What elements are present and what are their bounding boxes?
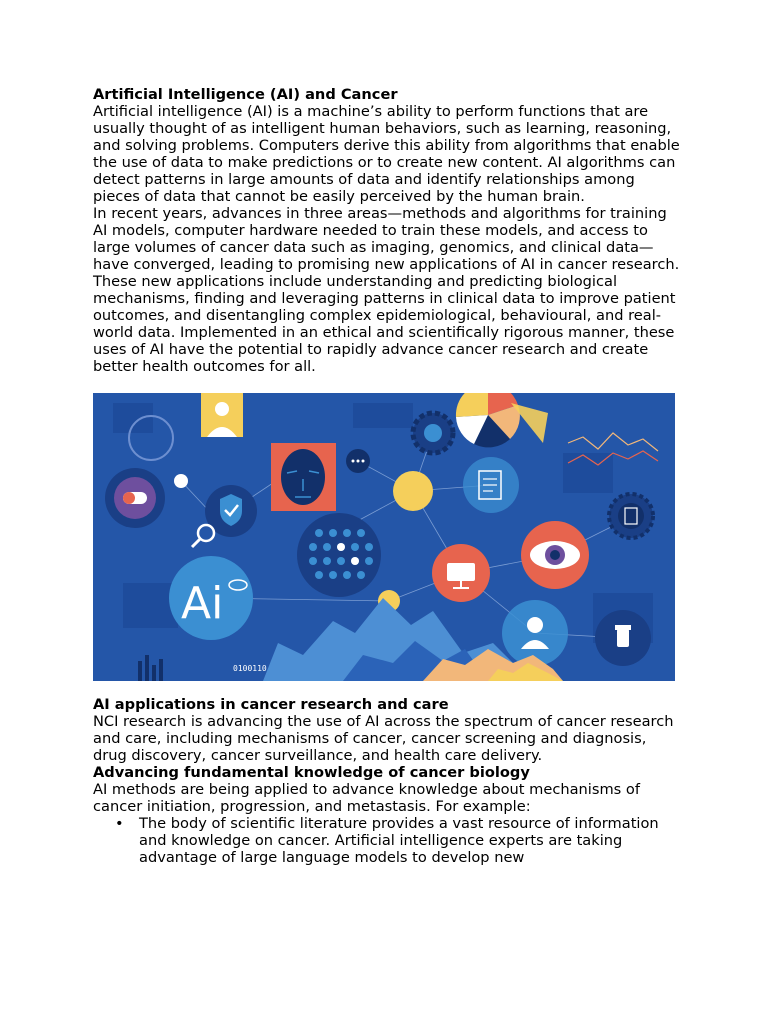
ai-badge-label: Ai — [181, 578, 224, 629]
list-item: • The body of scientific literature provides a vast resource of information and knowledge on cancer. Artificial intelligence experts are taking advantage of large language models to develop new — [139, 815, 683, 866]
intro-paragraph-1: Artificial intelligence (AI) is a machine’s ability to perform functions that are usually thought of as intelligent human behaviors, such as learning, reasoning, and solving problems. Computers derive this ability from algorithms that enable the use of data to make predictions or to create new content. AI algorithms can detect patterns in large amounts of data and identify relationships among pieces of data that cannot be easily perceived by the human brain. — [93, 103, 680, 205]
document-page — [93, 86, 683, 866]
data-grid-globe-icon — [297, 513, 381, 597]
ai-cancer-illustration — [93, 393, 675, 681]
node-dot — [174, 474, 188, 488]
data-node-yellow — [393, 471, 433, 511]
intro-paragraph-3: These new applications include understanding and predicting biological mechanisms, finding and leveraging patterns in clinical data to improve patient outcomes, and disentangling complex epidemiological, behavioural, and real-world data. Implemented in an ethical and scientifically rigorous manner, these uses of AI have the potential to rapidly advance cancer research and create better health outcomes for all. — [93, 273, 676, 375]
section2-body: AI methods are being applied to advance knowledge about mechanisms of cancer initiation, progression, and metastasis. For example: — [93, 781, 640, 815]
document-title: Artificial Intelligence (AI) and Cancer — [93, 86, 398, 103]
binary-text: 0100110 — [233, 664, 267, 673]
intro-paragraph-2: In recent years, advances in three areas—methods and algorithms for training AI models, computer hardware needed to train these models, and access to large volumes of cancer data such as imaging, genomics, and clinical data—have converged, leading to promising new applications of AI in cancer research. — [93, 205, 680, 273]
section2-bullet-list — [93, 815, 683, 866]
person-head — [215, 402, 229, 416]
section1-body: NCI research is advancing the use of AI across the spectrum of cancer research and care, including mechanisms of cancer, cancer screening and diagnosis, drug discovery, cancer surveillance, and health care delivery. — [93, 713, 674, 764]
section2-title: Advancing fundamental knowledge of cancer biology — [93, 764, 530, 781]
section1-title: AI applications in cancer research and care — [93, 696, 449, 713]
